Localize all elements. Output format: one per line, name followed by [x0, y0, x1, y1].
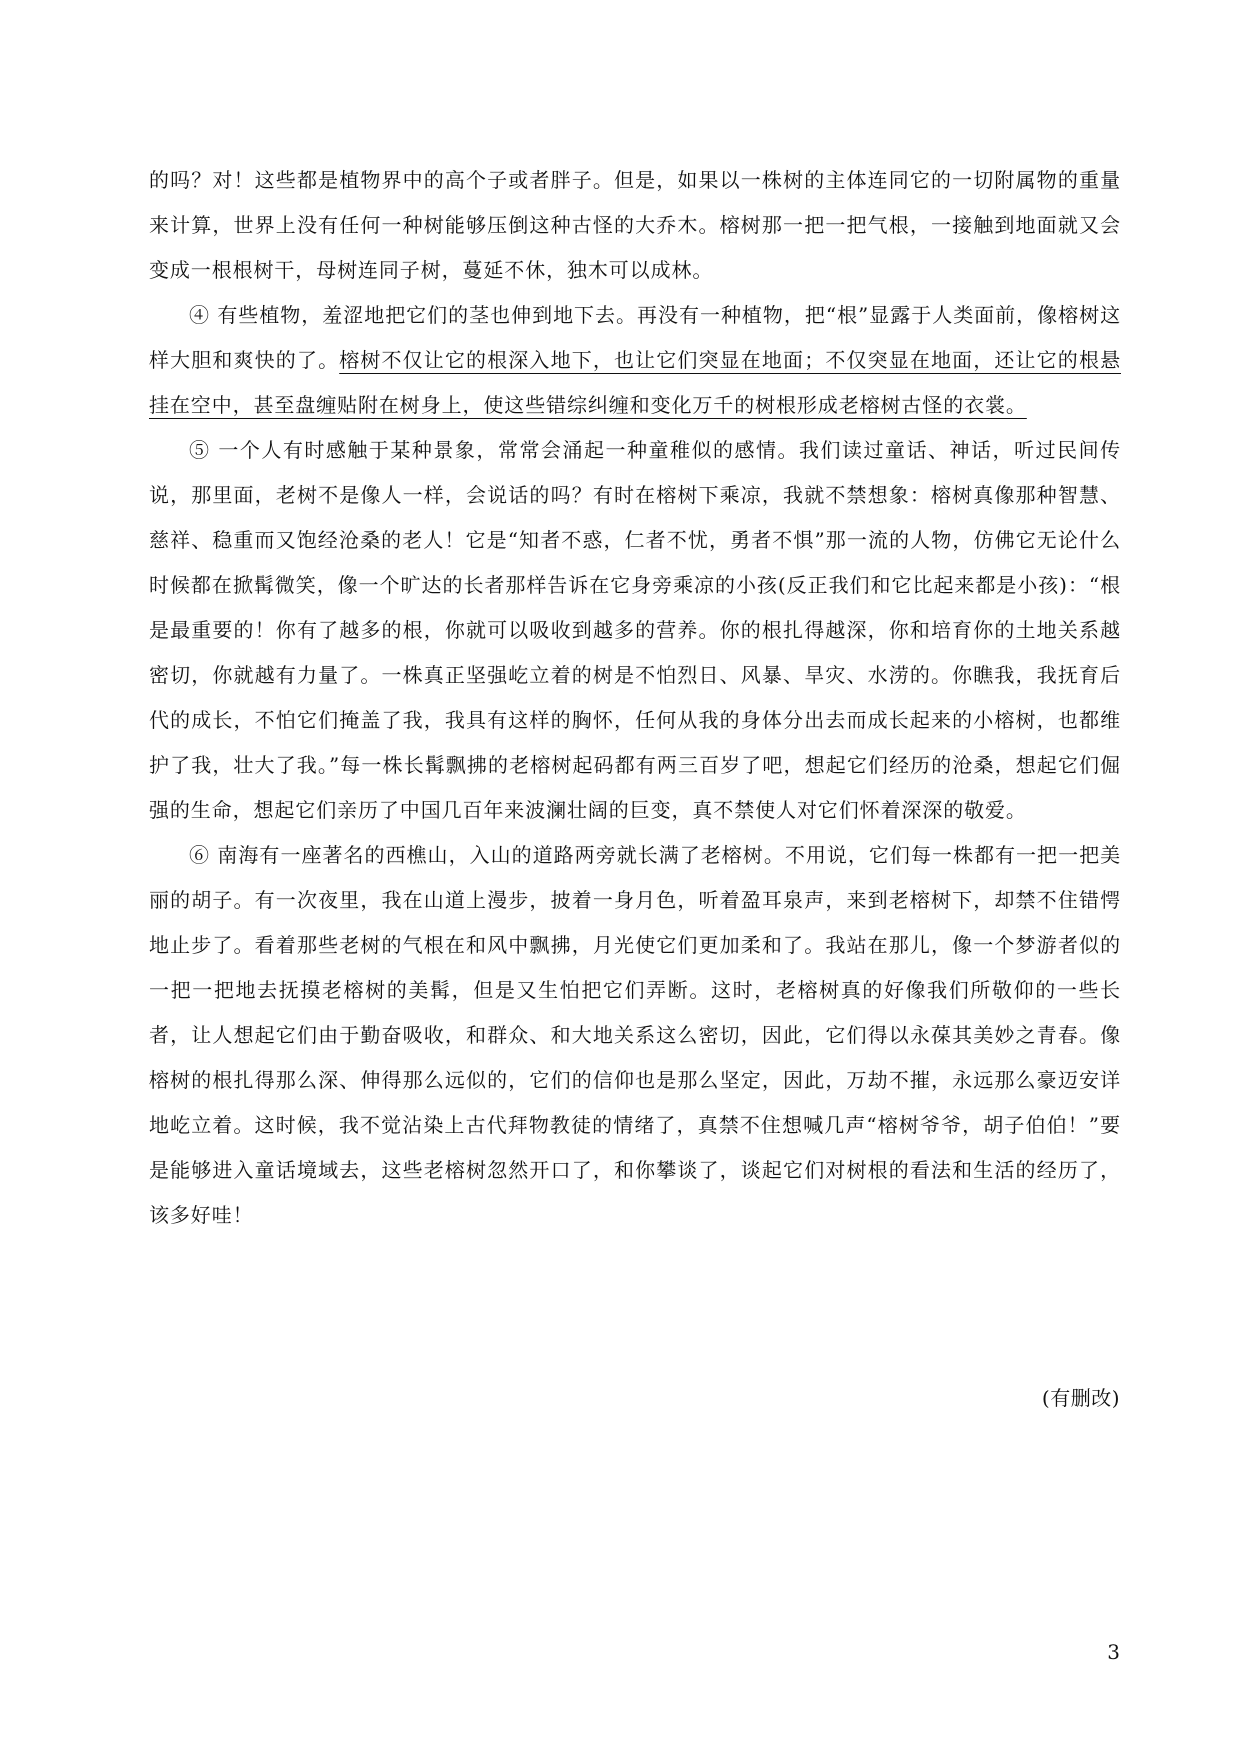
source-note: (有删改) [1041, 1386, 1120, 1410]
paragraph-4 [149, 293, 1121, 428]
paragraph-3-continuation: 的吗？对！这些都是植物界中的高个子或者胖子。但是，如果以一株树的主体连同它的一切附属物的重量来计算，世界上没有任何一种树能够压倒这种古怪的大乔木。榕树那一把一把气根，一接触到地面就又会变成一根根树干，母树连同子树，蔓延不休，独木可以成林。 [149, 168, 1121, 282]
paragraph-4-underlined-sentence: 榕树不仅让它的根深入地下，也让它们突显在地面；不仅突显在地面，还让它的根悬挂在空中，甚至盘缠贴附在树身上，使这些错综纠缠和变化万千的树根形成老榕树古怪的衣裳。 [149, 348, 1121, 417]
article-body [149, 158, 1121, 1238]
page-number: 3 [1107, 1640, 1120, 1664]
paragraph-6: ⑥ 南海有一座著名的西樵山，入山的道路两旁就长满了老榕树。不用说，它们每一株都有一把一把美丽的胡子。有一次夜里，我在山道上漫步，披着一身月色，听着盈耳泉声，来到老榕树下，却禁不住错愕地止步了。看着那些老树的气根在和风中飘拂，月光使它们更加柔和了。我站在那儿，像一个梦游者似的一把一把地去抚摸老榕树的美髯，但是又生怕把它们弄断。这时，老榕树真的好像我们所敬仰的一些长者，让人想起它们由于勤奋吸收，和群众、和大地关系这么密切，因此，它们得以永葆其美妙之青春。像榕树的根扎得那么深、伸得那么远似的，它们的信仰也是那么坚定，因此，万劫不摧，永远那么豪迈安详地屹立着。这时候，我不觉沾染上古代拜物教徒的情绪了，真禁不住想喊几声“榕树爷爷，胡子伯伯！”要是能够进入童话境域去，这些老榕树忽然开口了，和你攀谈了，谈起它们对树根的看法和生活的经历了，该多好哇！ [149, 843, 1121, 1227]
paragraph-5: ⑤ 一个人有时感触于某种景象，常常会涌起一种童稚似的感情。我们读过童话、神话，听过民间传说，那里面，老树不是像人一样，会说话的吗？有时在榕树下乘凉，我就不禁想象：榕树真像那种智慧、慈祥、稳重而又饱经沧桑的老人！它是“知者不惑，仁者不忧，勇者不惧”那一流的人物，仿佛它无论什么时候都在掀髯微笑，像一个旷达的长者那样告诉在它身旁乘凉的小孩(反正我们和它比起来都是小孩)：“根是最重要的！你有了越多的根，你就可以吸收到越多的营养。你的根扎得越深，你和培育你的土地关系越密切，你就越有力量了。一株真正坚强屹立着的树是不怕烈日、风暴、旱灾、水涝的。你瞧我，我抚育后代的成长，不怕它们掩盖了我，我具有这样的胸怀，任何从我的身体分出去而成长起来的小榕树，也都维护了我，壮大了我。”每一株长髯飘拂的老榕树起码都有两三百岁了吧，想起它们经历的沧桑，想起它们倔强的生命，想起它们亲历了中国几百年来波澜壮阔的巨变，真不禁使人对它们怀着深深的敬爱。 [149, 438, 1121, 822]
paragraph-4-text: ④ 有些植物，羞涩地把它们的茎也伸到地下去。再没有一种植物，把“根”显露于人类面前，像榕树这样大胆和爽快的了。 [149, 303, 1121, 372]
